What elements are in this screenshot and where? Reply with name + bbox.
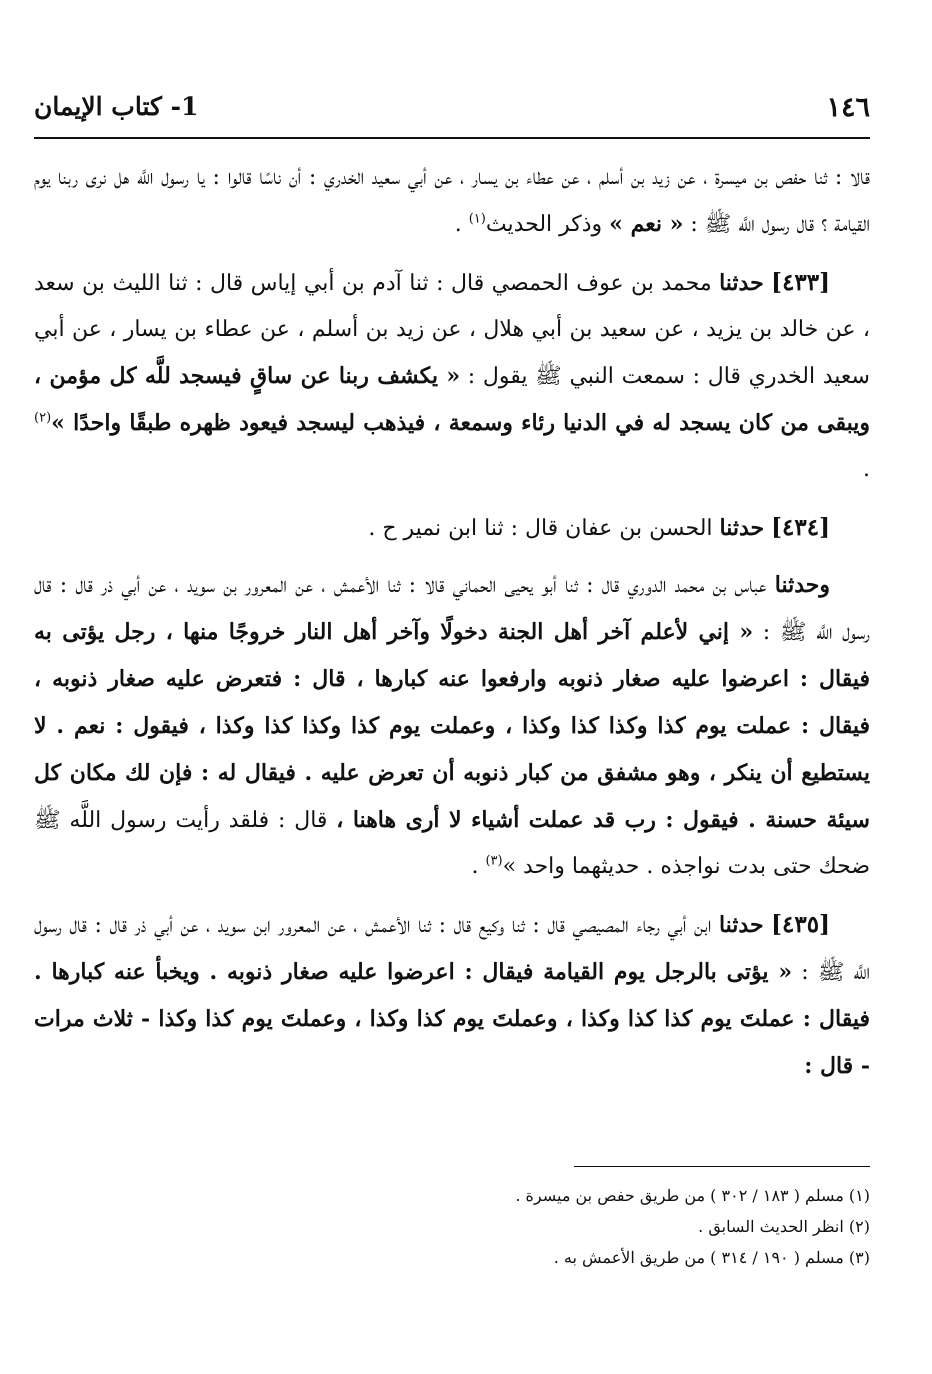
hadith-quote: « نعم » [609,211,684,237]
haddathana-keyword: حدثنا [719,515,765,541]
running-title: 1- كتاب الإيمان [34,92,199,121]
hadith-quote: « يكشف ربنا عن ساقٍ فيسجد للَّه كل مؤمن ، ويبقى من كان يسجد له في الدنيا رئاء وسمعة ، فيذهب ليسجد فيعود ظهره طبقًا واحدًا » [34,363,870,436]
header-rule [34,137,870,139]
haddathana-keyword: حدثنا [718,912,764,938]
hadith-number: [٤٣٣] [771,269,831,296]
footnote-3: (٣) مسلم ( ١٩٠ / ٣١٤ ) من طريق الأعمش به . [553,1248,870,1267]
hadith-434-second-chain: وحدثنا عباس بن محمد الدوري قال : ثنا أبو يحيى الحماني قالا : ثنا الأعمش ، عن المعرور بن سويد ، عن أبي ذر قال : قال رسول اللَّه ﷺ : « إني لأعلم آخر أهل الجنة دخولًا وآخر أهل النار خروجًا منها ، رجل يؤتى به فيقال : اعرضوا عليه صغار ذنوبه وارفعوا عنه كبارها ، قال : فتعرض عليه صغار ذنوبه ، فيقال : عملت يوم كذا وكذا كذا وكذا ، وعملت يوم كذا وكذا كذا وكذا ، فيقول : نعم . لا يستطيع أن ينكر ، وهو مشفق من كبار ذنوبه أن تعرض عليه . فيقال له : فإن لك مكان كل سيئة حسنة . فيقول : رب قد عملت أشياء لا أرى هاهنا ، قال : فلقد رأيت رسول اللَّه ﷺ ضحك حتى بدت نواجذه . حديثهما واحد »$^{(٣)}$ . [34,572,870,879]
footnote-ref: (١) [468,211,486,227]
hadith-number: [٤٣٤] [771,514,830,541]
hadith-435: [٤٣٥] حدثنا ابن أبي رجاء المصيصي قال : ثنا وكيع قال : ثنا الأعمش ، عن المعرور ابن سويد ، عن أبي ذر قال : قال رسول اللَّه ﷺ : « يؤتى بالرجل يوم القيامة فيقال : اعرضوا عليه صغار ذنوبه . ويخبأ عنه كبارها . فيقال : عملتَ يوم كذا كذا وكذا ، وعملتَ يوم كذا وكذا ، وعملتَ يوم كذا وكذا - ثلاث مرات - قال : [34,911,870,1079]
hadith-number: [٤٣٥] [771,911,830,938]
page-number: ١٤٦ [826,92,870,123]
footnote-ref: (٢) [34,410,52,426]
haddathana-keyword: حدثنا [719,270,764,296]
footnote-2: (٢) انظر الحديث السابق . [698,1217,870,1236]
hadith-434: [٤٣٤] حدثنا الحسن بن عفان قال : ثنا ابن نمير ح . [368,514,830,541]
hadith-433: [٤٣٣] حدثنا محمد بن عوف الحمصي قال : ثنا آدم بن أبي إياس قال : ثنا الليث بن سعد ، عن خالد بن يزيد ، عن سعيد بن أبي هلال ، عن زيد بن أسلم ، عن عطاء بن يسار ، عن أبي سعيد الخدري قال : سمعت النبي ﷺ يقول : « يكشف ربنا عن ساقٍ فيسجد للَّه كل مؤمن ، ويبقى من كان يسجد له في الدنيا رئاء وسمعة ، فيذهب ليسجد فيعود ظهره طبقًا واحدًا »$^{(٢)}$ . [34,269,870,482]
footnote-1: (١) مسلم ( ١٨٣ / ٣٠٢ ) من طريق حفص بن ميسرة . [515,1186,870,1205]
footnote-ref: (٣) [485,853,503,869]
hadith-quote: « يؤتى بالرجل يوم القيامة فيقال : اعرضوا عليه صغار ذنوبه . ويخبأ عنه كبارها . فيقال : عملتَ يوم كذا كذا وكذا ، وعملتَ يوم كذا وكذا ، وعملتَ يوم كذا وكذا - ثلاث مرات - قال : [34,959,870,1079]
page-header [34,90,870,130]
paragraph-continuation: قالا : ثنا حفص بن ميسرة ، عن زيد بن أسلم ، عن عطاء بن يسار ، عن أبي سعيد الخدري : أن ناسًا قالوا : يا رسول اللَّه هل نرى ربنا يوم القيامة ؟ قال رسول اللَّه ﷺ : « نعم » وذكر الحديث$^{(١)}$ . [34,165,870,237]
hadith-quote: « إني لأعلم آخر أهل الجنة دخولًا وآخر أهل النار خروجًا منها ، رجل يؤتى به فيقال : اعرضوا عليه صغار ذنوبه وارفعوا عنه كبارها ، قال : فتعرض عليه صغار ذنوبه ، فيقال : عملت يوم كذا وكذا كذا وكذا ، وعملت يوم كذا وكذا كذا وكذا ، فيقول : نعم . لا يستطيع أن ينكر ، وهو مشفق من كبار ذنوبه أن تعرض عليه . فيقال له : فإن لك مكان كل سيئة حسنة . فيقول : رب قد عملت أشياء لا أرى هاهنا ، [34,619,870,833]
footnotes [34,1180,870,1273]
haddathana-keyword: وحدثنا [774,572,830,598]
footnote-separator [574,1166,870,1167]
main-text [34,155,870,1102]
